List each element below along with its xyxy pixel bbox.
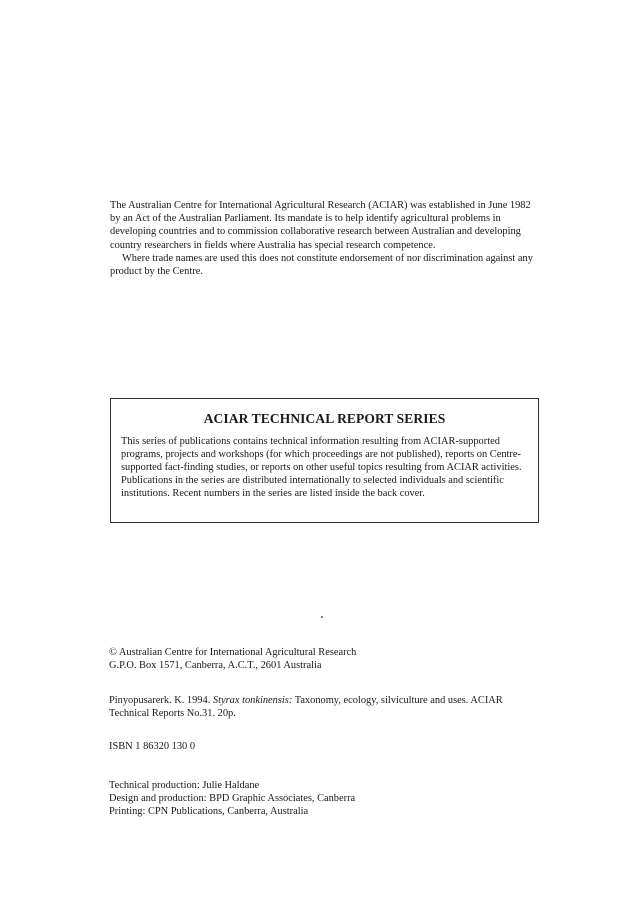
production-credits bbox=[109, 779, 355, 819]
series-description: This series of publications contains technical information resulting from ACIAR-supported programs, projects and workshops (for which proceedings are not published), reports on Centre-supported fact-finding studies, or reports on other useful topics resulting from ACIAR activities. Publications in the series are distributed internationally to selected individuals and scientific institutions. Recent numbers in the series are listed inside the back cover. bbox=[121, 436, 522, 500]
series-title: ACIAR TECHNICAL REPORT SERIES bbox=[203, 411, 446, 426]
aciar-intro bbox=[110, 199, 542, 278]
citation-species: Styrax tonkinensis: bbox=[212, 695, 293, 706]
design-production: Design and production: BPD Graphic Associates, Canberra bbox=[109, 793, 356, 805]
citation-rest: Taxonomy, ecology, silviculture and uses. ACIAR Technical Reports No.31. 20p. bbox=[109, 695, 503, 720]
copyright-line: © Australian Centre for International Agricultural Research bbox=[109, 647, 357, 658]
technical-report-series-box bbox=[110, 398, 539, 523]
intro-paragraph-trade-names: Where trade names are used this does not constitute endorsement of nor discrimination against any product by the Centre. bbox=[110, 252, 533, 278]
copyright-notice bbox=[109, 646, 549, 672]
scan-speck bbox=[321, 616, 323, 618]
citation-authors: Pinyopusarerk. K. 1994. bbox=[109, 695, 211, 706]
technical-production: Technical production: Julie Haldane bbox=[109, 780, 260, 791]
citation bbox=[109, 694, 541, 720]
intro-paragraph-mandate: The Australian Centre for International Agricultural Research (ACIAR) was established in June 1982 by an Act of the Australian Parliament. Its mandate is to help identify agricultural problems in developing countries and to commission collaborative research between Australian and developing country researchers in fields where Australia has special research competence. bbox=[110, 200, 531, 251]
printing-credit: Printing: CPN Publications, Canberra, Australia bbox=[109, 806, 309, 818]
address-line: G.P.O. Box 1571, Canberra, A.C.T., 2601 Australia bbox=[109, 660, 322, 672]
isbn: ISBN 1 86320 130 0 bbox=[109, 741, 196, 752]
